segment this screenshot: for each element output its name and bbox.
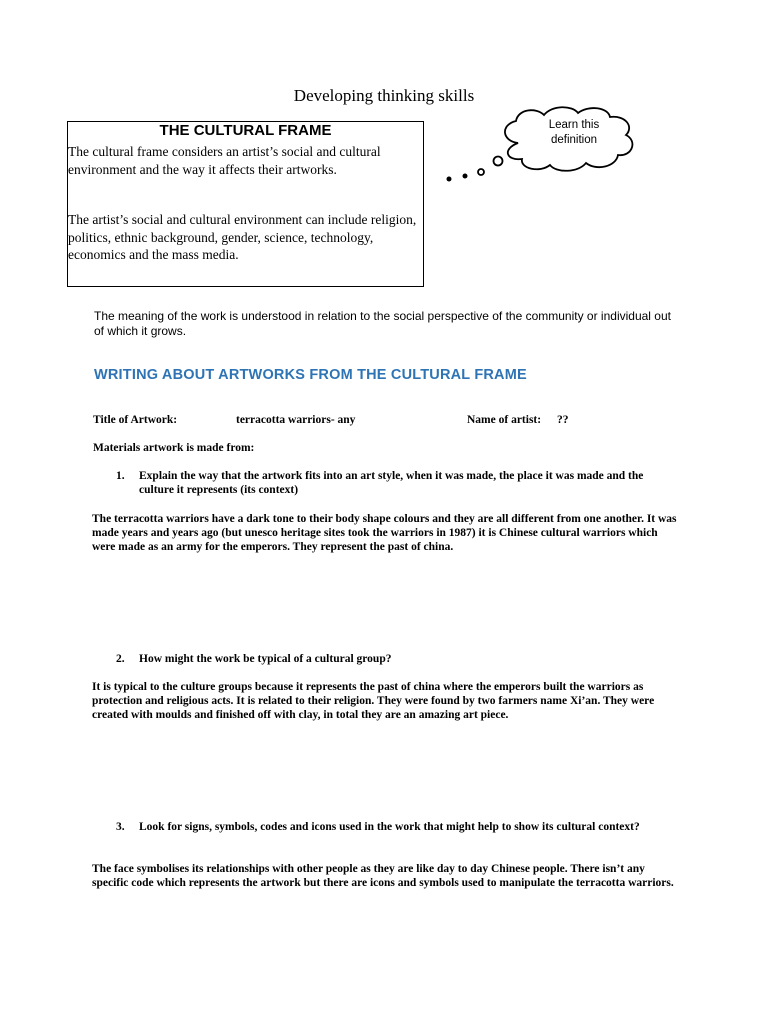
page-title: Developing thinking skills [293, 86, 475, 105]
cultural-frame-heading: THE CULTURAL FRAME [159, 122, 332, 139]
question-number: 3. [116, 821, 125, 833]
cultural-frame-paragraph-2: The artist’s social and cultural environment can include religion, politics, ethnic background, gender, science, technology, economics and the mass media. [68, 212, 417, 262]
title-of-artwork-label: Title of Artwork: [93, 414, 178, 426]
name-of-artist-label: Name of artist: [467, 414, 542, 426]
question-text: Look for signs, symbols, codes and icons used in the work that might help to show its cultural context? [139, 821, 640, 833]
answer-text: The terracotta warriors have a dark tone to their body shape colours and they are all different from one another. It was made years and years ago (but unesco heritage sites took the warriors in 1987) it is Chinese cultural warriors which were made as an army for the emperors. They represent the past of china. [92, 513, 677, 553]
answer-text: The face symbolises its relationships with other people as they are like day to day Chinese people. There isn’t any specific code which represents the artwork but there are icons and symbols used to manipulate the terracotta warriors. [92, 863, 674, 889]
cultural-frame-paragraph-1: The cultural frame considers an artist’s social and cultural environment and the way it affects their artworks. [68, 144, 381, 177]
title-of-artwork-value: terracotta warriors- any [236, 414, 356, 426]
materials-label: Materials artwork is made from: [93, 442, 255, 454]
question-number: 1. [116, 470, 125, 482]
question-number: 2. [116, 653, 125, 665]
question-text: How might the work be typical of a cultural group? [139, 653, 392, 665]
meaning-text: The meaning of the work is understood in relation to the social perspective of the community or individual out of which it grows. [94, 309, 671, 338]
answer-text: It is typical to the culture groups because it represents the past of china where the emperors built the warriors as protection and religious acts. It is related to their religion. They were found by two farmers name Xi’an. They were created with moulds and finished off with clay, in total they are an amazing art piece. [92, 681, 655, 721]
name-of-artist-value: ?? [557, 414, 569, 426]
question-text: Explain the way that the artwork fits into an art style, when it was made, the place it was made and the culture it represents (its context) [139, 470, 644, 496]
section-heading: WRITING ABOUT ARTWORKS FROM THE CULTURAL FRAME [94, 367, 527, 383]
thought-cloud-text: Learn this definition [548, 119, 600, 146]
